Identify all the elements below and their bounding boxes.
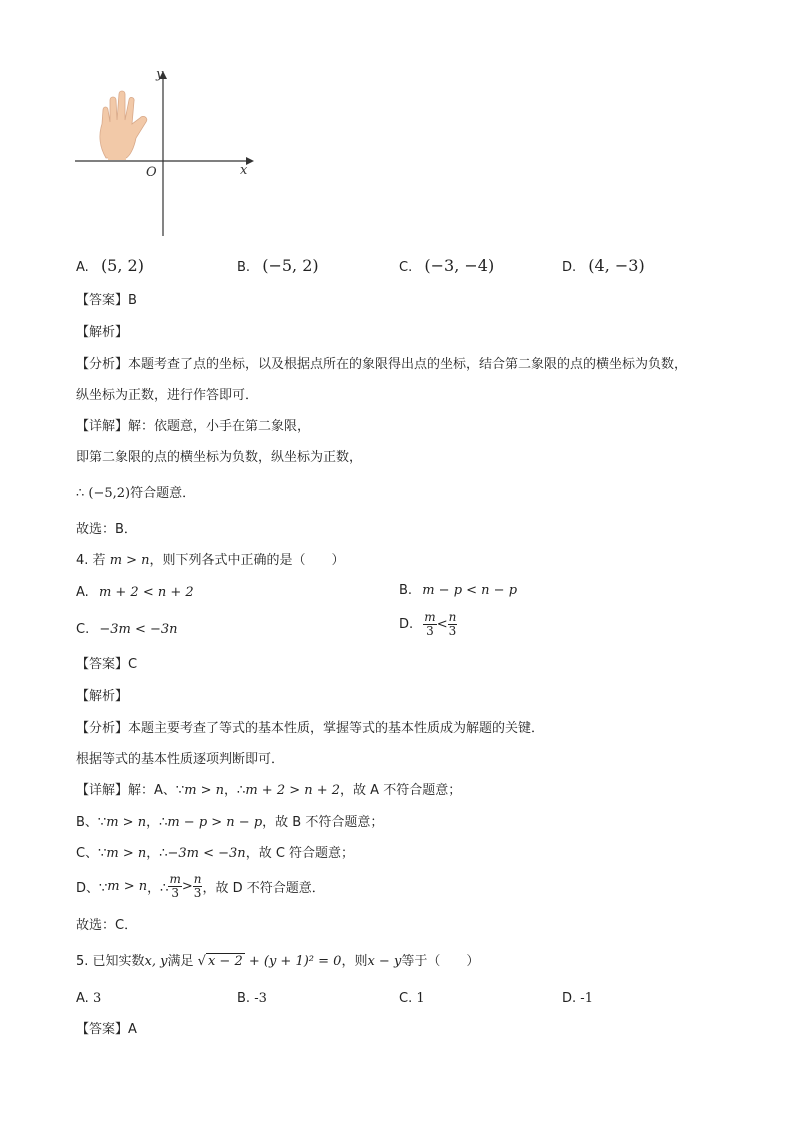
- option-letter: D.: [399, 617, 414, 632]
- q3-fenxi-line2: 纵坐标为正数，进行作答即可．: [76, 388, 259, 403]
- q5-option-d: [562, 990, 593, 1008]
- detail-text: C、∵: [76, 846, 107, 861]
- detail-text: ，∴: [146, 846, 168, 861]
- stem-text: 5. 已知实数: [76, 954, 145, 969]
- option-value: m − p < n − p: [422, 583, 518, 598]
- option-value: (5, 2): [100, 256, 144, 275]
- q3-fenxi-line1: [76, 356, 687, 374]
- q3-select: 故选：B．: [76, 522, 137, 537]
- detail-text: ，故 B 不符合题意；: [262, 815, 384, 830]
- detail-text: 解：A、∵: [128, 783, 185, 798]
- detail-text: ，∴: [147, 881, 169, 896]
- detail-math: m + 2 > n + 2: [245, 783, 341, 798]
- denominator: 3: [426, 624, 434, 638]
- detail-text: ，故 C 符合题意；: [245, 846, 355, 861]
- option-letter: B.: [237, 991, 251, 1006]
- fenxi-text: 本题主要考查了等式的基本性质，掌握等式的基本性质成为解题的关键．: [128, 721, 545, 736]
- detail-math: m > n: [106, 815, 147, 830]
- q4-answer: [76, 656, 137, 674]
- option-value: (4, −3): [588, 256, 645, 275]
- q3-detail-line3: [76, 485, 195, 503]
- detail-math: m − p > n − p: [167, 815, 263, 830]
- detail-text: B、∵: [76, 815, 107, 830]
- q5-option-b: [237, 990, 267, 1008]
- option-value: -3: [254, 991, 267, 1006]
- answer-tag: 【答案】: [76, 657, 129, 672]
- detail-text: ，∴: [224, 783, 246, 798]
- detail-text: ，故 A 不符合题意；: [340, 783, 462, 798]
- detail-text: 符合题意．: [130, 486, 196, 501]
- detail-math: ∴ (−5,2): [76, 486, 131, 501]
- option-value: (−3, −4): [424, 256, 495, 275]
- answer-value: A: [128, 1022, 137, 1037]
- detail-tag: 【详解】: [76, 783, 129, 798]
- stem-text: ，则下列各式中正确的是（ ）: [149, 553, 345, 568]
- x-axis-label: x: [240, 163, 248, 178]
- fraction: [448, 611, 458, 638]
- q4-detail-b: [76, 814, 383, 832]
- stem-math: x, y: [144, 954, 168, 969]
- answer-value: B: [128, 293, 137, 308]
- answer-tag: 【答案】: [76, 1022, 129, 1037]
- detail-math: −3m < −3n: [167, 846, 246, 861]
- y-axis-label: y: [156, 67, 164, 82]
- detail-text: D、∵: [76, 881, 108, 896]
- q3-answer: [76, 292, 137, 310]
- q4-detail-d: [76, 873, 325, 900]
- q4-option-d: [399, 611, 457, 638]
- option-letter: B.: [237, 260, 251, 275]
- q4-option-b: [399, 582, 517, 600]
- origin-label: O: [146, 165, 157, 180]
- q4-detail-c: [76, 845, 354, 863]
- radical: √ x − 2: [197, 954, 243, 969]
- q4-option-a: [76, 584, 194, 602]
- stem-text: 满足: [167, 954, 194, 969]
- q3-detail-line2: 即第二象限的点的横坐标为负数，纵坐标为正数，: [76, 450, 363, 465]
- stem-text: 4. 若: [76, 553, 106, 568]
- q4-option-c: [76, 621, 178, 639]
- option-letter: A.: [76, 585, 89, 600]
- q4-fenxi-line1: [76, 720, 544, 738]
- option-letter: C.: [399, 260, 413, 275]
- numerator: n: [193, 872, 202, 886]
- radicand: x − 2: [207, 954, 243, 969]
- q3-option-c: [399, 257, 494, 277]
- detail-text: ，故 D 不符合题意．: [202, 881, 325, 896]
- numerator: n: [448, 610, 457, 624]
- coordinate-axes: [70, 66, 260, 238]
- relation: <: [436, 617, 448, 632]
- option-letter: C.: [399, 991, 413, 1006]
- option-value: 3: [92, 991, 102, 1006]
- q3-option-d: [562, 257, 645, 277]
- denominator: 3: [171, 886, 179, 900]
- stem-text: 等于（ ）: [401, 954, 480, 969]
- option-letter: C.: [76, 622, 90, 637]
- q4-analysis-tag: 【解析】: [76, 689, 129, 704]
- option-value: (−5, 2): [262, 256, 319, 275]
- q5-option-c: [399, 990, 425, 1008]
- q5-answer: [76, 1021, 137, 1039]
- coordinate-figure: [70, 66, 260, 238]
- stem-math: x − y: [367, 954, 402, 969]
- detail-text: 解：依题意，小手在第二象限，: [128, 419, 311, 434]
- answer-value: C: [128, 657, 138, 672]
- denominator: 3: [448, 624, 457, 638]
- detail-math: m > n: [184, 783, 225, 798]
- option-value: m + 2 < n + 2: [98, 585, 194, 600]
- q3-option-b: [237, 257, 319, 277]
- stem-text: ，则: [341, 954, 368, 969]
- numerator: m: [169, 872, 181, 886]
- option-letter: D.: [562, 260, 577, 275]
- answer-tag: 【答案】: [76, 293, 129, 308]
- stem-math: + (y + 1)² = 0: [248, 954, 342, 969]
- fraction: [193, 873, 203, 900]
- q3-analysis-tag: 【解析】: [76, 325, 129, 340]
- option-letter: D.: [562, 991, 577, 1006]
- q3-detail-line1: [76, 418, 310, 436]
- q4-stem: [76, 552, 345, 570]
- option-letter: A.: [76, 260, 89, 275]
- q5-option-a: [76, 990, 101, 1008]
- detail-text: ，∴: [146, 815, 168, 830]
- q4-fenxi-line2: 根据等式的基本性质逐项判断即可．: [76, 752, 285, 767]
- stem-math: m > n: [109, 553, 150, 568]
- fraction: [168, 873, 181, 900]
- q3-option-a: [76, 257, 144, 277]
- hand-icon: [100, 91, 147, 160]
- option-value: 1: [416, 991, 425, 1006]
- q4-select: 故选：C．: [76, 918, 138, 933]
- relation: >: [181, 879, 193, 894]
- denominator: 3: [193, 886, 202, 900]
- fraction: [423, 611, 436, 638]
- fenxi-text: 本题考查了点的坐标，以及根据点所在的象限得出点的坐标，结合第二象限的点的横坐标为负数，: [128, 357, 688, 372]
- option-letter: A.: [76, 991, 89, 1006]
- fenxi-tag: 【分析】: [76, 721, 129, 736]
- option-value: -1: [580, 991, 593, 1006]
- q5-stem: [76, 953, 479, 971]
- detail-math: m > n: [107, 879, 148, 894]
- q4-detail-a: [76, 782, 461, 800]
- option-value: −3m < −3n: [99, 622, 178, 637]
- numerator: m: [424, 610, 436, 624]
- detail-math: m > n: [106, 846, 147, 861]
- option-letter: B.: [399, 583, 413, 598]
- fenxi-tag: 【分析】: [76, 357, 129, 372]
- detail-tag: 【详解】: [76, 419, 129, 434]
